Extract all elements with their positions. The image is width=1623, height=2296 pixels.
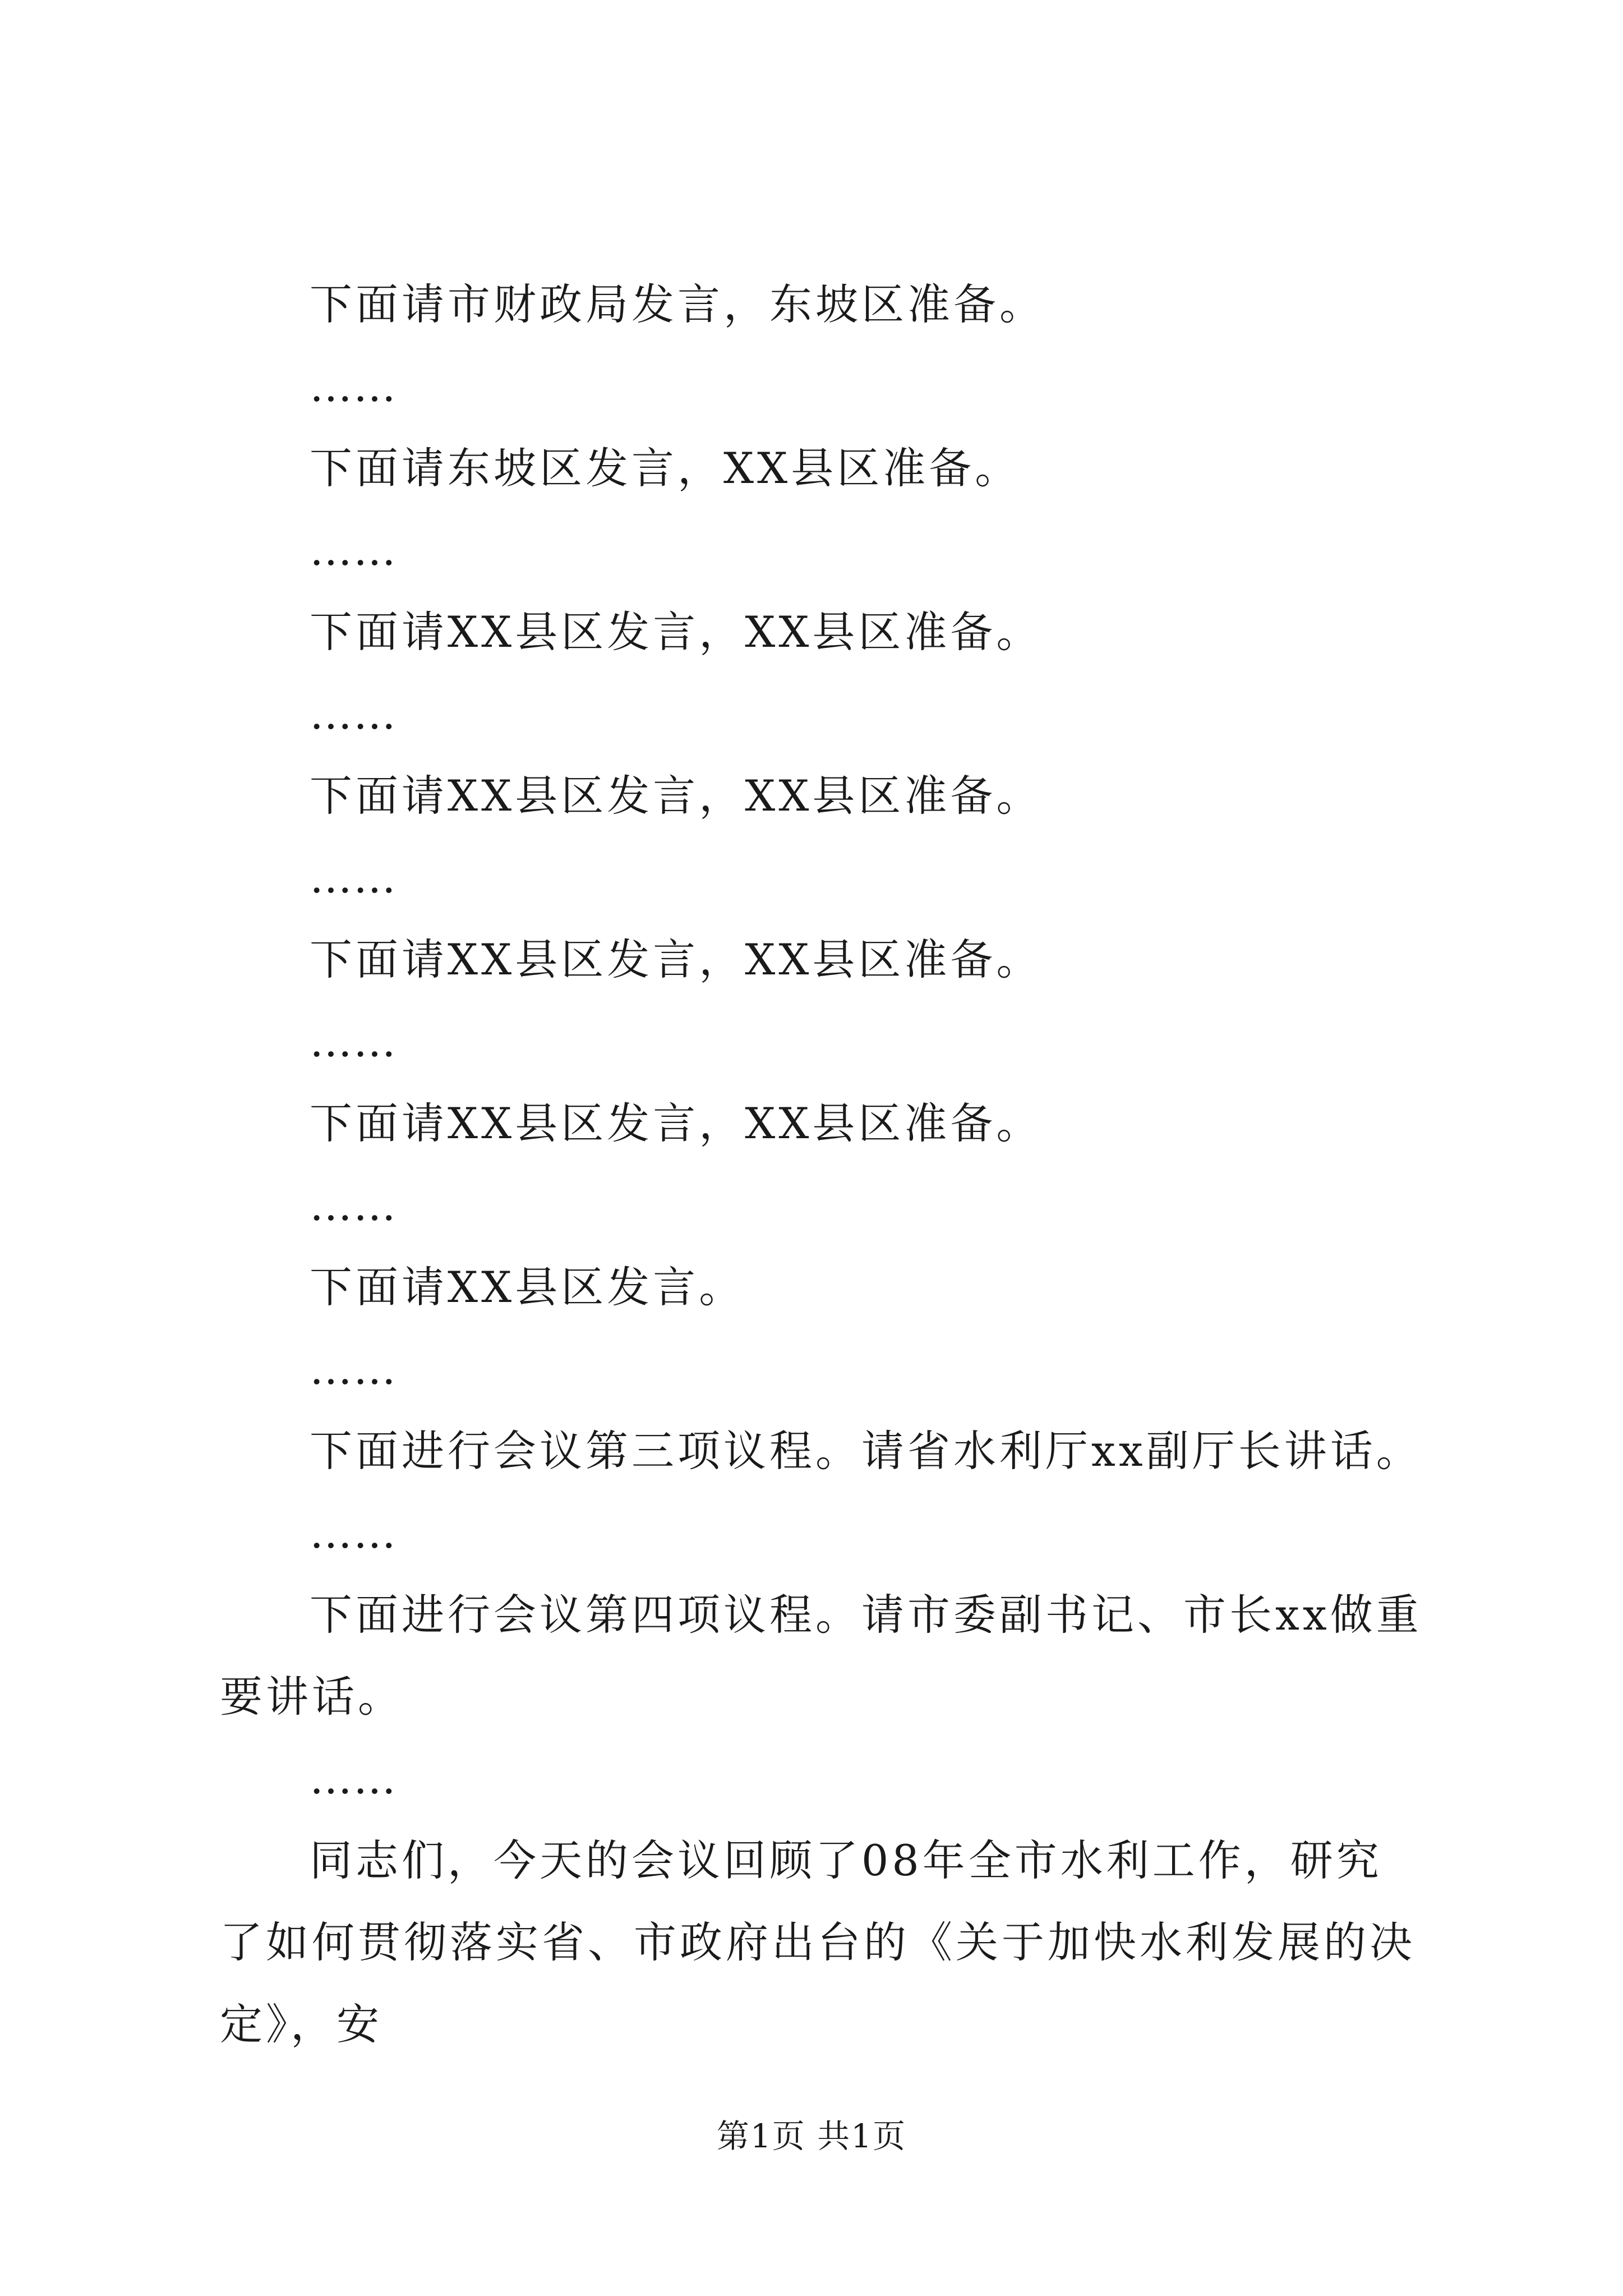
paragraph-4: 下面请XX县区发言，XX县区准备。 (310, 771, 1043, 821)
ellipsis-5: …… (310, 1016, 397, 1066)
ellipsis-9: …… (310, 1754, 397, 1803)
ellipsis-3: …… (310, 689, 397, 739)
ellipsis-2: …… (310, 525, 397, 575)
ellipsis-8: …… (310, 1508, 397, 1558)
ellipsis-6: …… (310, 1180, 397, 1230)
document-body (220, 264, 1428, 2065)
paragraph-6: 下面请XX县区发言，XX县区准备。 (310, 1098, 1043, 1148)
paragraph-2: 下面请东坡区发言，XX县区准备。 (310, 443, 1021, 493)
paragraph-1: 下面请市财政局发言，东坡区准备。 (310, 279, 1045, 329)
ellipsis-4: …… (310, 853, 397, 903)
ellipsis-1: …… (310, 361, 397, 411)
page-footer: 第1页 共1页 (716, 2117, 907, 2155)
paragraph-9: 下面进行会议第四项议程。请市委副书记、市长xx做重要讲话。 (220, 1590, 1422, 1722)
paragraph-5: 下面请XX县区发言，XX县区准备。 (310, 935, 1043, 984)
paragraph-10: 同志们，今天的会议回顾了08年全市水利工作，研究了如何贯彻落实省、市政府出台的《关于加快水利发展的决定》，安 (220, 1835, 1415, 2049)
paragraph-3: 下面请XX县区发言，XX县区准备。 (310, 607, 1043, 657)
paragraph-7: 下面请XX县区发言。 (310, 1262, 745, 1312)
ellipsis-7: …… (310, 1344, 397, 1394)
paragraph-8: 下面进行会议第三项议程。请省水利厅xx副厅长讲话。 (310, 1426, 1422, 1476)
